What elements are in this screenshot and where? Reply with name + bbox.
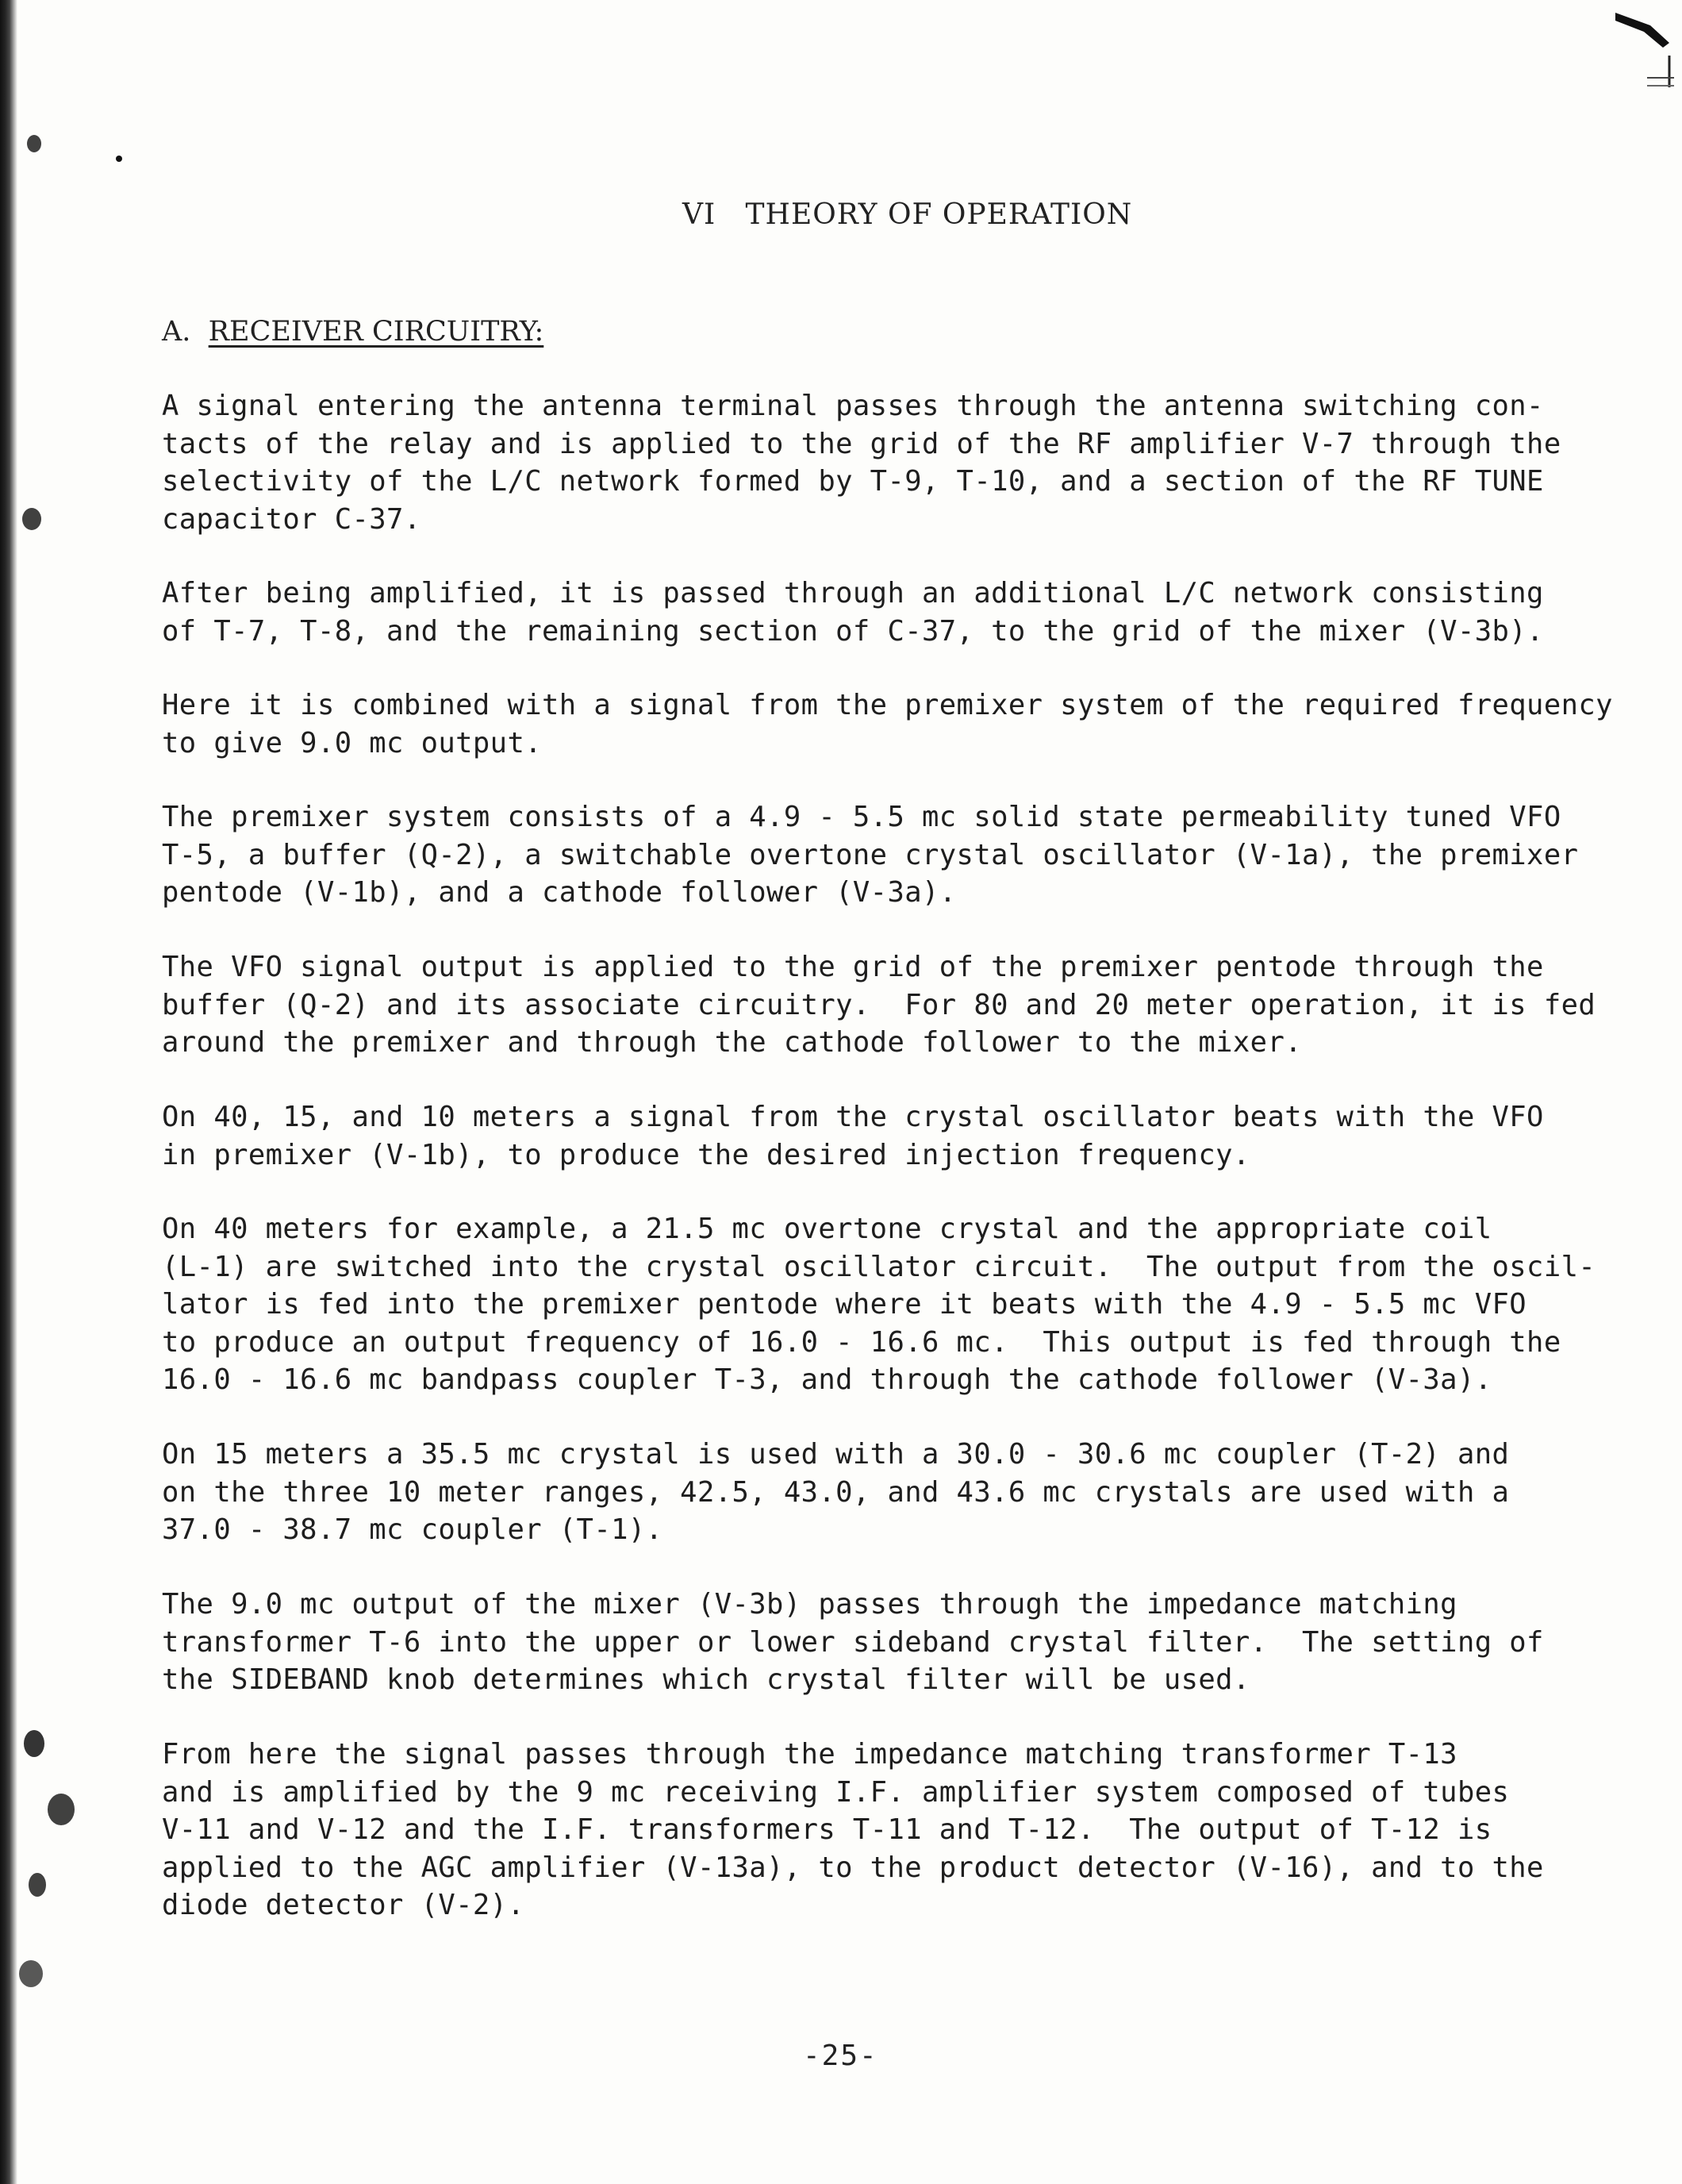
page-title: VI THEORY OF OPERATION: [682, 198, 1133, 231]
paragraph: A signal entering the antenna terminal passes through the antenna switching con- tacts of the relay and is applied to the grid of the RF amplifier V-7 through the selectivity of the L/C network formed by T-9, T-10, and a section of the RF TUNE capacitor C-37.: [162, 390, 1561, 536]
section-heading: [162, 316, 543, 348]
paragraph: The premixer system consists of a 4.9 - 5.5 mc solid state permeability tuned VFO T-5, a buffer (Q-2), a switchable overtone crystal oscillator (V-1a), the premixer pentode (V-1b), and a cathode follower (V-3a).: [162, 801, 1579, 909]
paragraph: The 9.0 mc output of the mixer (V-3b) passes through the impedance matching transformer T-6 into the upper or lower sideband crystal filter. The setting of the SIDEBAND knob determines which crystal filter will be used.: [162, 1588, 1544, 1696]
scan-speck: [24, 1730, 44, 1757]
scan-speck: [116, 156, 122, 162]
paragraph: On 15 meters a 35.5 mc crystal is used with a 30.0 - 30.6 mc coupler (T-2) and on the three 10 meter ranges, 42.5, 43.0, and 43.6 mc crystals are used with a 37.0 - 38.7 mc coupler (T-1).: [162, 1438, 1510, 1546]
paragraph: After being amplified, it is passed through an additional L/C network consisting of T-7, T-8, and the remaining section of C-37, to the grid of the mixer (V-3b).: [162, 577, 1544, 648]
section-label: A.: [162, 316, 191, 348]
scan-speck: [27, 135, 41, 152]
paragraph: On 40, 15, and 10 meters a signal from the crystal oscillator beats with the VFO in premixer (V-1b), to produce the desired injection frequency.: [162, 1101, 1544, 1171]
scan-edge-shadow: [0, 0, 17, 2184]
paragraph: The VFO signal output is applied to the grid of the premixer pentode through the buffer (Q-2) and its associate circuitry. For 80 and 20 meter operation, it is fed around the premixer and through the cathode follower to the mixer.: [162, 951, 1596, 1059]
corner-mark-icon: [1612, 8, 1676, 95]
section-heading-text: RECEIVER CIRCUITRY:: [208, 316, 544, 348]
scan-speck: [19, 1960, 43, 1987]
paragraph: On 40 meters for example, a 21.5 mc overtone crystal and the appropriate coil (L-1) are switched into the crystal oscillator circuit. The output from the oscil- lator is fed into the premixer pentode where it beats with the 4.9 - 5.5 mc VFO to produce an output frequency of 16.0 - 16.6 mc. This output is fed through the 16.0 - 16.6 mc bandpass coupler T-3, and through the cathode follower (V-3a).: [162, 1213, 1596, 1396]
paragraph: Here it is combined with a signal from the premixer system of the required frequency to give 9.0 mc output.: [162, 689, 1613, 759]
scan-speck: [48, 1794, 75, 1825]
page-number: -25-: [803, 2040, 878, 2072]
scan-speck: [29, 1873, 46, 1897]
scan-speck: [22, 508, 41, 530]
paragraph: From here the signal passes through the impedance matching transformer T-13 and is amplified by the 9 mc receiving I.F. amplifier system composed of tubes V-11 and V-12 and the I.F. transformers T-11 and T-12. The output of T-12 is applied to the AGC amplifier (V-13a), to the product detector (V-16), and to the diode detector (V-2).: [162, 1738, 1544, 1921]
